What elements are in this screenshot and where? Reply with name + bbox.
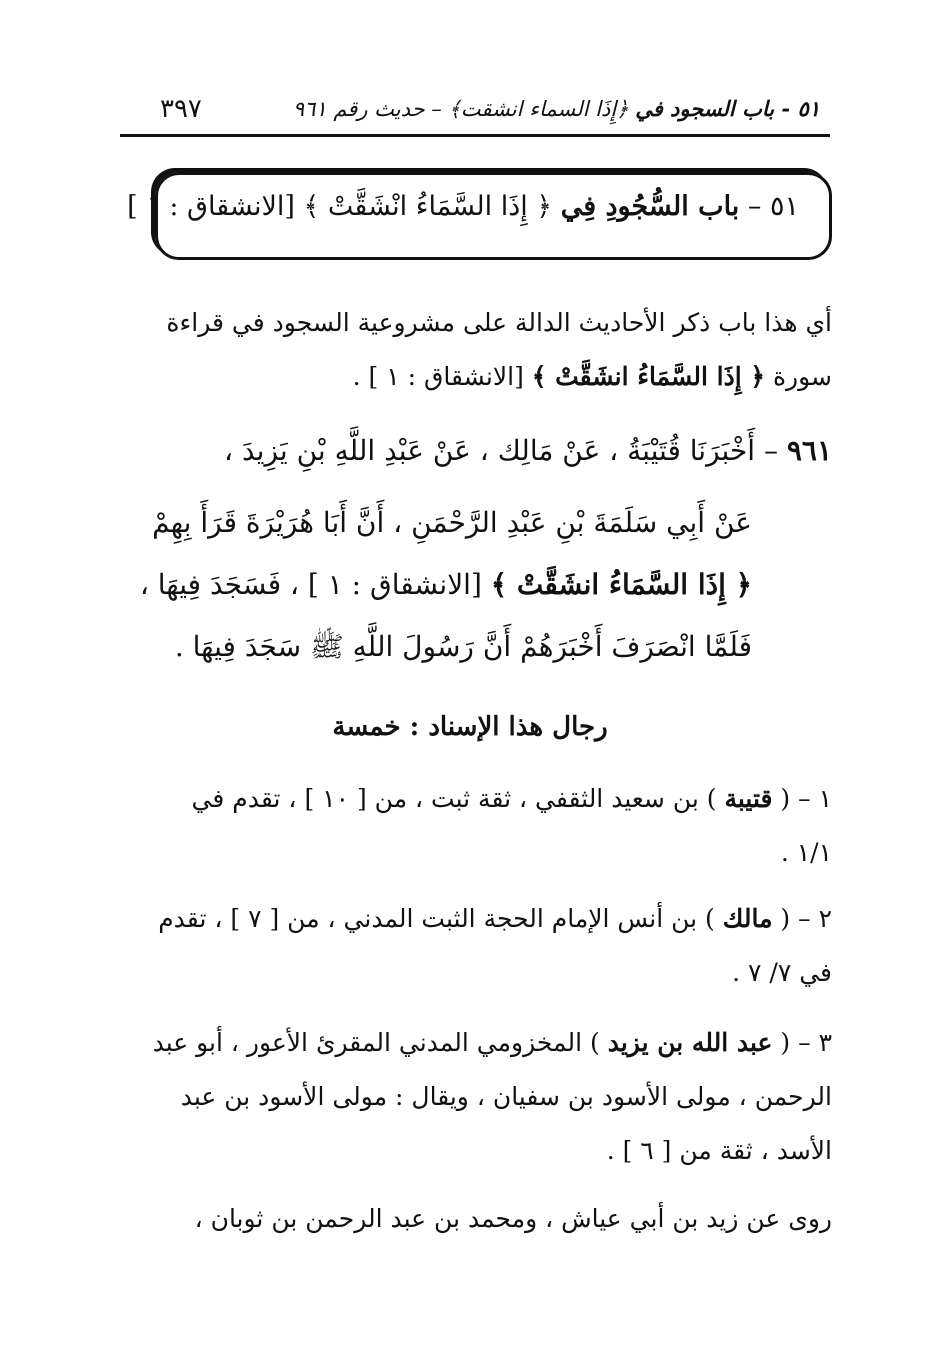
narrator-1-line-2: ١/١ .	[780, 838, 832, 867]
hadith-number: ٩٦١	[786, 434, 832, 467]
intro-line-2-b: [الانشقاق : ١ ] .	[352, 362, 532, 391]
narrator-1-line-1	[118, 772, 832, 826]
narrator-1-prefix: ١ – (	[772, 784, 832, 813]
chapter-number: ٥١ –	[739, 191, 799, 222]
narrator-1-name: قتيبة	[724, 784, 773, 813]
chapter-title-bold: باب السُّجُودِ فِي	[560, 191, 740, 222]
header-rule-left	[120, 134, 215, 137]
narrator-3-line-1	[118, 1016, 832, 1070]
continuation-paragraph	[118, 1192, 832, 1246]
narrator-1-text: ) بن سعيد الثقفي ، ثقة ثبت ، من [ ١٠ ] ، تقدم في	[191, 784, 725, 813]
running-header	[120, 96, 820, 130]
narrator-3	[118, 1016, 832, 1178]
chapter-title-box	[127, 172, 832, 260]
narrator-3-name: عبد الله بن يزيد	[607, 1028, 773, 1057]
page-number: ٣٩٧	[160, 94, 202, 124]
narrator-2-text: ) بن أنس الإمام الحجة الثبت المدني ، من [ ٧ ] ، تقدم	[158, 904, 723, 933]
narrator-3-line-2: الرحمن ، مولى الأسود بن سفيان ، ويقال : مولى الأسود بن عبد	[180, 1082, 832, 1111]
narrator-2-line-1	[118, 892, 832, 946]
narrator-1	[118, 772, 832, 880]
hadith-text	[118, 420, 832, 678]
narrator-2-name: مالك	[722, 904, 773, 933]
intro-line-2	[118, 350, 832, 404]
header-rule	[120, 134, 830, 137]
intro-line-2-a: سورة	[765, 362, 832, 391]
intro-line-1: أي هذا باب ذكر الأحاديث الدالة على مشروعية السجود في قراءة	[166, 308, 832, 337]
narrator-2	[118, 892, 832, 1000]
intro-line-2-bold: ﴿ إِذَا السَّمَاءُ انشَقَّتْ ﴾	[531, 362, 766, 391]
section-title: رجال هذا الإسناد : خمسة	[332, 712, 608, 742]
hadith-line-3-rest: [الانشقاق : ١ ] ، فَسَجَدَ فِيهَا ،	[139, 568, 491, 601]
chapter-title	[127, 191, 799, 222]
chapter-title-rest: ﴿ إِذَا السَّمَاءُ انْشَقَّتْ ﴾ [الانشقاق : ١ ]	[127, 191, 561, 222]
hadith-line-2: عَنْ أَبِي سَلَمَةَ بْنِ عَبْدِ الرَّحْمَنِ ، أَنَّ أَبَا هُرَيْرَةَ قَرَأَ بِهِمْ	[152, 506, 752, 539]
continuation-line: روى عن زيد بن أبي عياش ، ومحمد بن عبد الرحمن بن ثوبان ،	[194, 1204, 832, 1233]
header-title	[293, 96, 820, 121]
intro-paragraph	[118, 296, 832, 404]
header-title-rest: ﴿إِذَا السماء انشقت﴾ – حديث رقم ٩٦١	[292, 97, 636, 121]
narrator-2-prefix: ٢ – (	[772, 904, 832, 933]
hadith-line-1	[118, 420, 832, 482]
narrator-2-line-2: في ٧/ ٧ .	[732, 958, 832, 987]
narrator-3-prefix: ٣ – (	[772, 1028, 832, 1057]
hadith-line-4: فَلَمَّا انْصَرَفَ أَخْبَرَهُمْ أَنَّ رَسُولَ اللَّهِ ﷺ سَجَدَ فِيهَا .	[174, 630, 752, 663]
hadith-line-3	[118, 554, 832, 616]
hadith-line-1-text: – أَخْبَرَنَا قُتَيْبَةُ ، عَنْ مَالِك ، عَنْ عَبْدِ اللَّهِ بْنِ يَزِيدَ ،	[224, 434, 787, 467]
narrator-3-line-3: الأسد ، ثقة من [ ٦ ] .	[606, 1136, 832, 1165]
header-title-bold: ٥١ - باب السجود في	[635, 96, 820, 121]
narrator-3-text: ) المخزومي المدني المقرئ الأعور ، أبو عبد	[152, 1028, 608, 1057]
hadith-line-3-bold: ﴿ إِذَا السَّمَاءُ انشَقَّتْ ﴾	[490, 568, 752, 601]
